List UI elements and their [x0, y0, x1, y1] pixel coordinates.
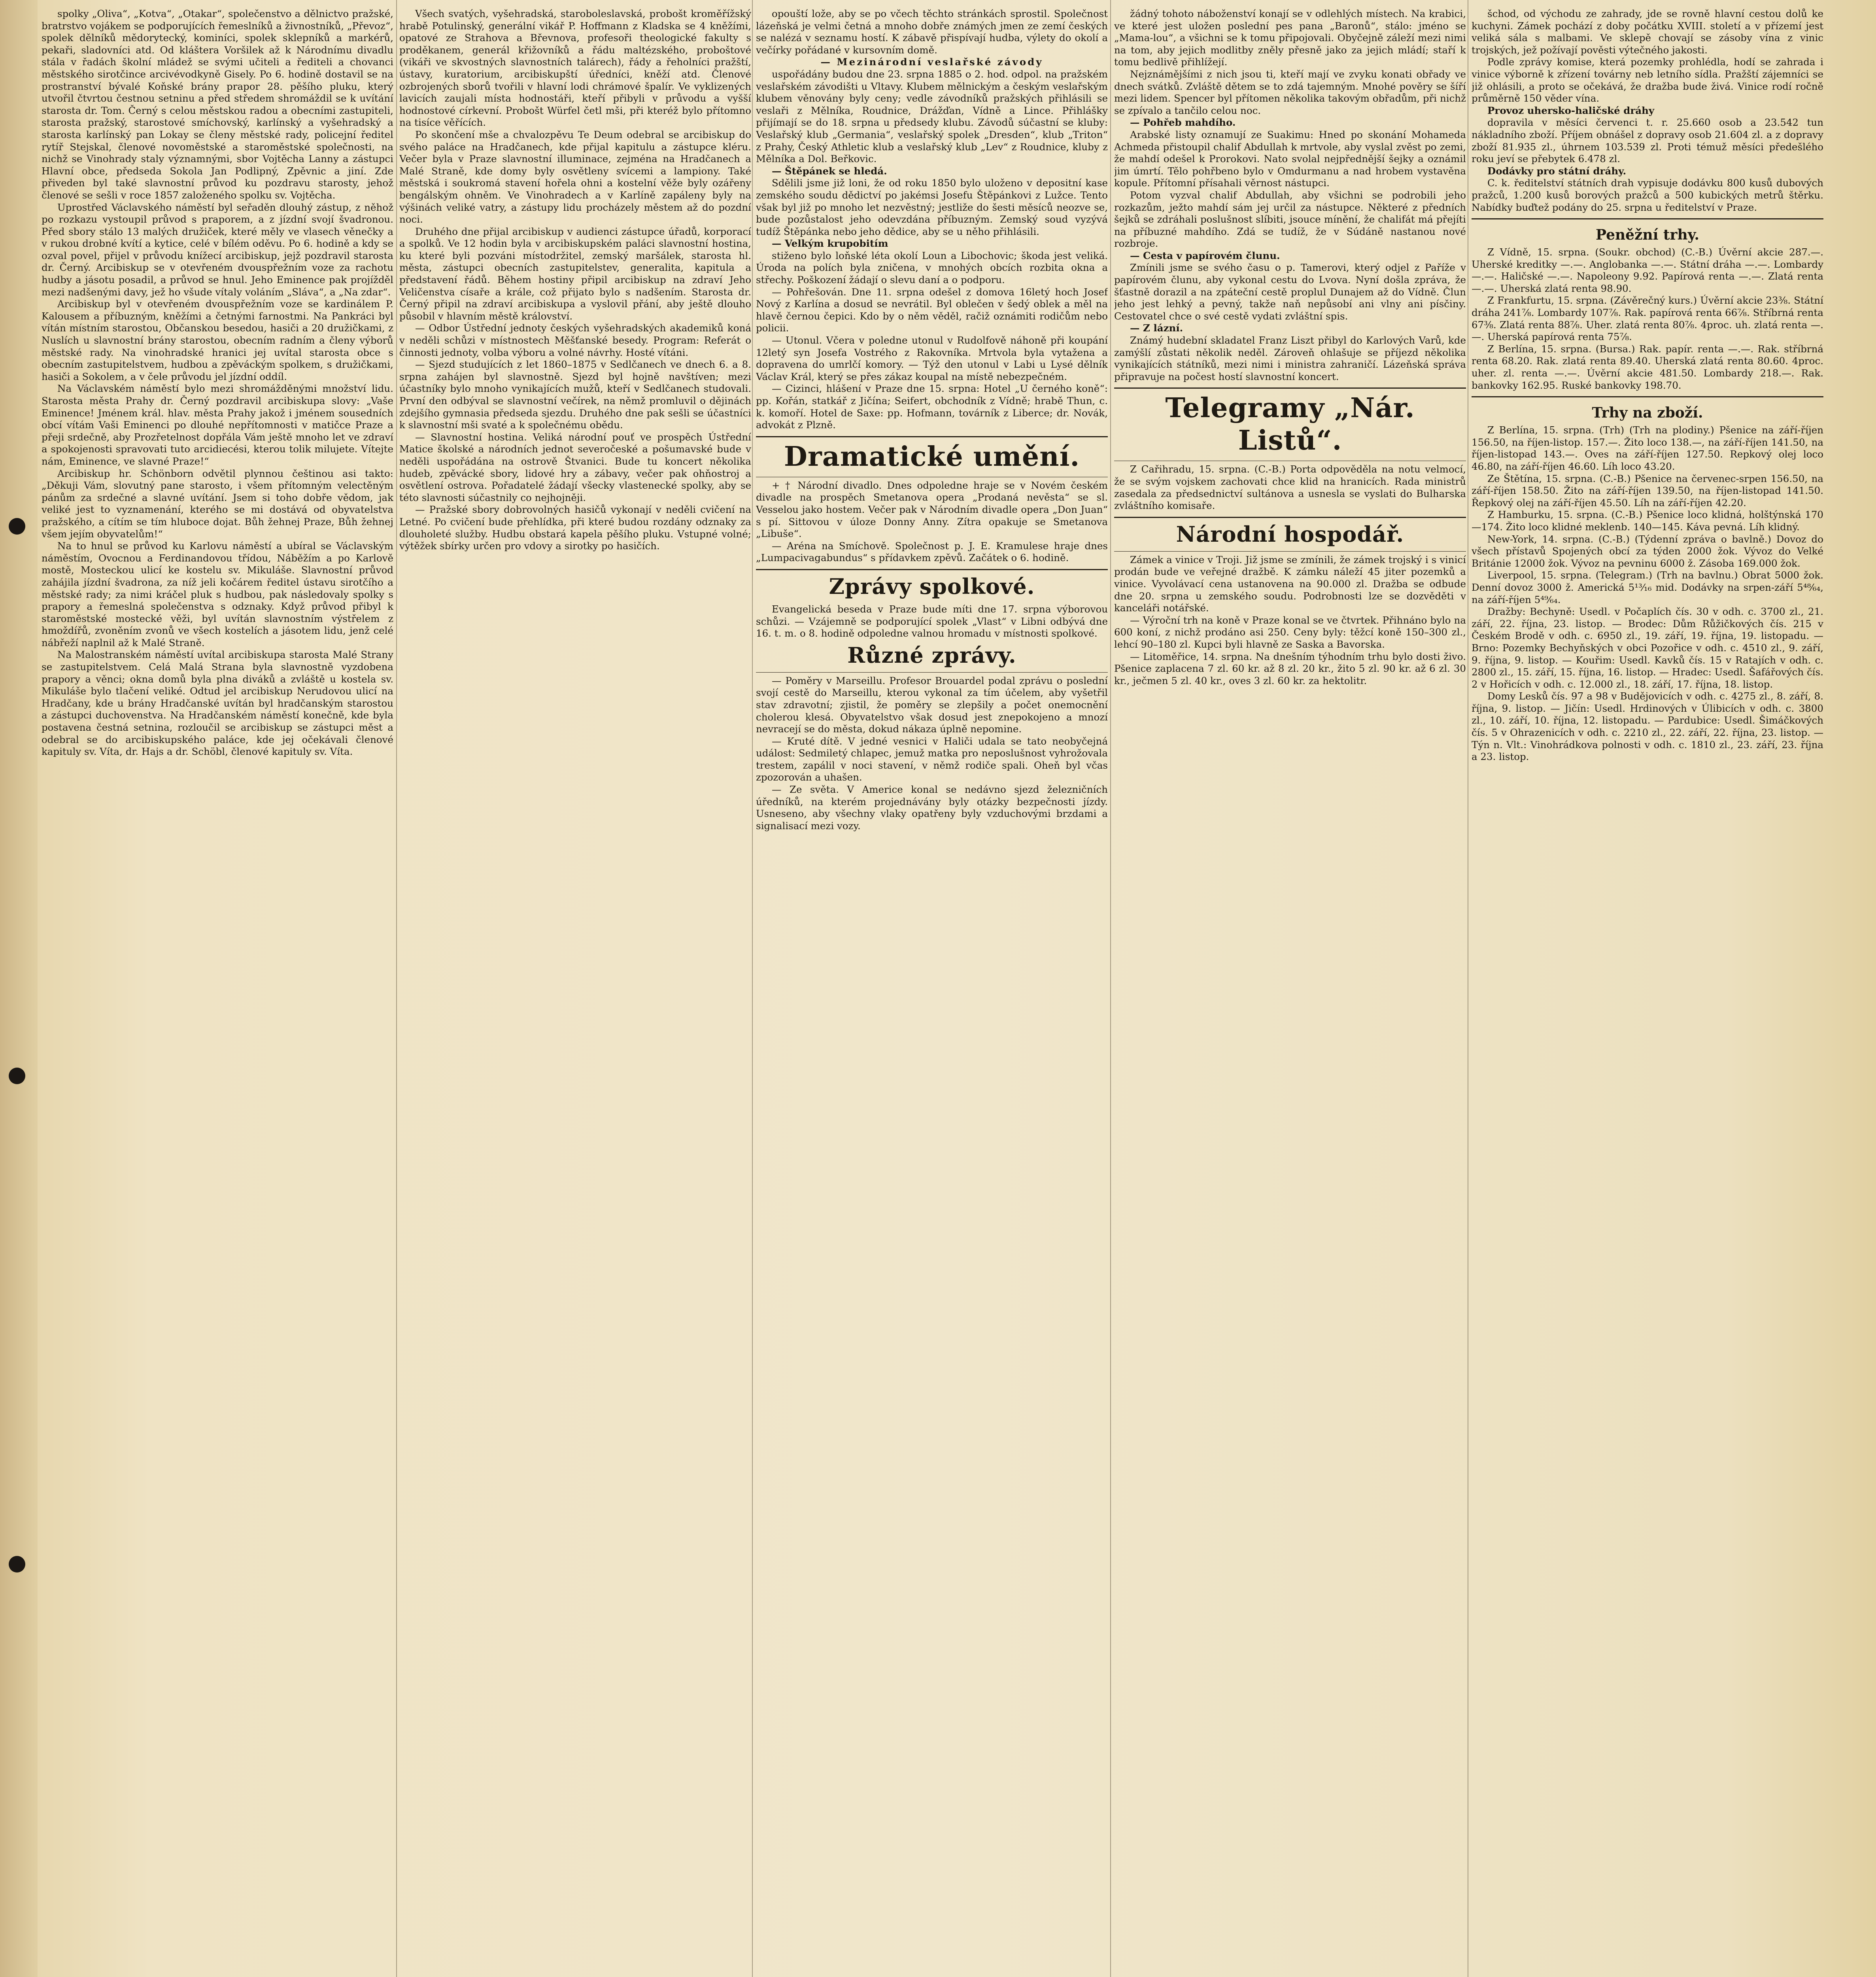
section-heading: — Z lázní.	[1130, 322, 1183, 334]
section-rule	[756, 436, 1108, 437]
article-paragraph: — Utonul. Včera v poledne utonul v Rudolfově náhoně při koupání 12letý syn Josefa Vostrého z Rakovníka. Mrtvola byla vytažena a dopravena do umrlčí komory. — Týž den utonul v Labi u Lysé dělník Václav Král, který se přes zákaz koupal na místě nebezpečném.	[756, 335, 1108, 382]
article-paragraph: spolky „Oliva“, „Kotva“, „Otakar“, společenstvo a dělnictvo pražské, bratrstvo vojákem se podporujících řemeslníků a živnostníků, „Převoz“, spolek dělníků mědorytecký, kominíci, spolek sklepníků a markérů, pekaři, sladovníci atd. Od kláštera Voršilek až k Národnímu divadlu stála v řadách školní mládež se svými učiteli a řediteli a chovanci městského sirotčince arcivévodkyně Gisely. Po 6. hodině dostavil se na prostranství bývalé Koňské brány prapor 28. pěšího pluku, který utvořil čtvrtou čestnou setninu a před středem shromáždil se k uvítání starosta dr. Tom. Černý s celou městskou radou a obecními zastupiteli, starosta pražský, starostové smíchovský, karlínský a vyšehradský a starosta karlínský pan Lokay se členy městské rady, policejní ředitel rytíř Stejskal, členové novoměstské a staroměstské společnosti, na nichž se Vinohrady staly významnými, sbor Vojtěcha Lanny a zástupci Hlavní obce, předseda Sokola Jan Podlipný, Zpěvnic a jiní. Zde přiveden byl také slavnostní průvod ku pozdravu starosty, jehož členové se sešli v roce 1857 založeného spolku sv. Vojtěcha.	[42, 8, 393, 201]
market-report: New-York, 14. srpna. (C.-B.) (Týdenní zpráva o bavlně.) Dovoz do všech přístavů Spojených obcí za týden 2000 žok. Vývoz do Velké Británie 12000 žok. Vývoz na pevninu 6000 ž. Zásoba 169.000 žok.	[1472, 533, 1823, 569]
section-rule	[1114, 517, 1466, 518]
section-rule	[756, 672, 1108, 673]
market-report: Liverpool, 15. srpna. (Telegram.) (Trh na bavlnu.) Obrat 5000 žok. Denní dovoz 3000 ž. Americká 5¹³⁄₁₆ mid. Dodávky na srpen-září 5⁴⁸⁄₆₄, na září-říjen 5⁴⁹⁄₆₄.	[1472, 569, 1823, 605]
binding-hole-icon	[9, 1068, 25, 1084]
market-report: Dražby: Bechyně: Usedl. v Počaplích čís. 30 v odh. c. 3700 zl., 21. září, 22. října, 23. listop. — Brodec: Dům Růžičkových čís. 215 v Českém Brodě v odh. c. 6950 zl., 19. září, 19. října, 19. listopadu. — Brno: Pozemky Bechyňských v obci Pozořice v odh. c. 4510 zl., 9. září, 9. října, 9. listop. — Kouřim: Usedl. Kavků čís. 15 v Ratajích v odh. c. 2800 zl., 15. září, 15. října, 16. listop. — Hradec: Usedl. Šafářových čís. 2 v Hořicích v odh. c. 12.000 zl., 18. září, 17. října, 18. listop.	[1472, 606, 1823, 690]
section-heading: — Štěpánek se hledá.	[772, 165, 887, 177]
section-heading: — Pohřeb mahdího.	[1130, 117, 1236, 129]
article-paragraph: — Litoměřice, 14. srpna. Na dnešním týhodním trhu bylo dosti živo. Pšenice zaplacena 7 zl. 60 kr. až 8 zl. 20 kr., žito 5 zl. 90 kr. až 6 zl. 30 kr., ječmen 5 zl. 40 kr., oves 3 zl. 60 kr. za hektolitr.	[1114, 650, 1466, 686]
article-paragraph: dopravila v měsíci červenci t. r. 25.660 osob a 23.542 tun nákladního zboží. Příjem obnášel z dopravy osob 21.604 zl. a z dopravy zboží 81.935 zl., úhrnem 103.539 zl. Proti témuž měsíci předešlého roku jeví se přebytek 6.478 zl.	[1472, 117, 1823, 165]
section-heading: Provoz uhersko-haličské dráhy	[1487, 104, 1655, 116]
article-paragraph: — Kruté dítě. V jedné vesnici v Haliči udala se tato neobyčejná událost: Sedmiletý chlapec, jemuž matka pro neposlušnost vyhrožovala trestem, zapálil v noci stavení, v němž rodiče spali. Oheň byl včas zpozorován a uhašen.	[756, 735, 1108, 783]
article-paragraph: — Výroční trh na koně v Praze konal se ve čtvrtek. Přihnáno bylo na 600 koní, z nichž prodáno asi 250. Ceny byly: těžcí koně 150–300 zl., lehcí 90–180 zl. Kupci byli hlavně ze Saska a Bavorska.	[1114, 614, 1466, 650]
market-report: Z Frankfurtu, 15. srpna. (Závěrečný kurs.) Úvěrní akcie 23⅜. Státní dráha 241⅞. Lombardy 107⅞. Rak. papírová renta 66⅞. Stříbrná renta 67⅜. Zlatá renta 88⅞. Uher. zlatá renta 80⅞. 4proc. uh. zlatá renta —.—. Uherská papírová renta 75⅞.	[1472, 295, 1823, 343]
article-paragraph: Známý hudební skladatel Franz Liszt přibyl do Karlových Varů, kde zamýšlí zůstati několik neděl. Zároveň ohlašuje se příjezd několika vynikajících státníků, mezi nimi i ministra zahraničí. Lázeňská správa připravuje na počest hostí slavnostní koncert.	[1114, 335, 1466, 382]
article-paragraph: Zmínili jsme se svého času o p. Tamerovi, který odjel z Paříže v papírovém člunu, aby vykonal cestu do Lvova. Nyní došla zpráva, že šťastně dorazil a na zpáteční cestě proplul Dunajem až do Vídně. Člun jeho jest lehký a pevný, takže naň nepůsobí ani vlny ani písčiny. Cestovatel chce o své cestě vydati zvláštní spis.	[1114, 262, 1466, 322]
article-paragraph: Arabské listy oznamují ze Suakimu: Hned po skonání Mohameda Achmeda přistoupil chalif Abdullah k mrtvole, aby vyslal zvěst po zemi, že mahdí odešel k Prorokovi. Nato svolal nejpřednější šejky a oznámil jim úmrtí. Tělo pohřbeno bylo v Omdurmanu a nad hrobem vystavěna kopule. Přítomní přísahali věrnost nástupci.	[1114, 129, 1466, 189]
column-divider	[396, 0, 397, 1977]
article-paragraph: — Odbor Ústřední jednoty českých vyšehradských akademiků koná v neděli schůzi v místnostech Měšťanské besedy. Program: Referát o činnosti jednoty, volba výboru a volné návrhy. Hosté vítáni.	[399, 322, 751, 358]
column-4	[1114, 8, 1466, 1977]
article-paragraph: Druhého dne přijal arcibiskup v audienci zástupce úřadů, korporací a spolků. Ve 12 hodin byla v arcibiskupském paláci slavnostní hostina, ku které byli pozváni místodržitel, zemský maršálek, starosta hl. města, zástupci obecních zastupitelstev, generalita, kapitula a představení řádů. Během hostiny připil arcibiskup na zdraví Jeho Veličenstva císaře a krále, což přijato bylo s nadšením. Starosta dr. Černý připil na zdraví arcibiskupa a vyslovil přání, aby ještě dlouho působil v hlavním městě království.	[399, 225, 751, 322]
article-paragraph: Sdělili jsme již loni, že od roku 1850 bylo uloženo v depositní kase zemského soudu dědictví po jakémsi Josefu Štěpánkovi z Lužce. Tento však byl již po mnoho let nezvěstný; jestliže do šesti měsíců neozve se, bude pozůstalost jeho odevzdána příbuzným. Zemský soud vyzývá tudíž Štěpánka nebo jeho dědice, aby se u něho přihlásili.	[756, 177, 1108, 237]
binding-hole-icon	[9, 518, 25, 535]
article-paragraph: Uprostřed Václavského náměstí byl seřaděn dlouhý zástup, z něhož po rozkazu vystoupil průvod s praporem, a z jízdní svojí švadronou. Před sbory stálo 13 malých družiček, které měly ve vlasech věnečky a v rukou drobné kvítí a kytice, celé v bílém oděvu. Po 6. hodině a kdy se ozval povel, přijel v průvodu knížecí arcibiskup, jejž pozdravil starosta dr. Černý. Arcibiskup se v otevřeném dvouspřežním voze za rachotu hudby a jásotu posadil, a průvod se hnul. Jeho Eminence pak projížděl mezi nadšenými davy, jež ho všude vítaly voláním „Sláva“, a „Na zdar“.	[42, 201, 393, 298]
column-5	[1472, 8, 1823, 1977]
article-paragraph: + † Národní divadlo. Dnes odpoledne hraje se v Novém českém divadle na prospěch Smetanova opera „Prodaná nevěsta“ se sl. Vesselou jako hostem. Večer pak v Národním divadle opera „Don Juan“ s pí. Sittovou v úloze Donny Anny. Zítra opakuje se Smetanova „Libuše“.	[756, 479, 1108, 540]
article-paragraph: Na Václavském náměstí bylo mezi shromážděnými množství lidu. Starosta města Prahy dr. Černý pozdravil arcibiskupa slovy: „Vaše Eminence! Jménem král. hlav. města Prahy jakož i jménem sousedních obcí vítám Vaši Eminenci po dlouhé nepřítomnosti v matičce Praze a přeji srdečně, aby Prozřetelnost dopřála Vám ještě mnoho let ve zdraví a spokojenosti spravovati tuto arcidiecési, kterou tolik milujete. Vítejte nám, Eminence, ve slavné Praze!“	[42, 383, 393, 467]
article-paragraph: šchod, od východu ze zahrady, jde se rovně hlavní cestou dolů ke kuchyni. Zámek pochází z doby počátku XVIII. století a v přízemí jest veliká sála s malbami. Ve sklepě chovají se zásoby vína z vinic trojských, jež požívají pověsti výtečného jakosti.	[1472, 8, 1823, 56]
article-paragraph: uspořádány budou dne 23. srpna 1885 o 2. hod. odpol. na pražském veslařském závodišti u Vltavy. Klubem mělnickým a českým veslařským klubem věnovány byly ceny; vedle závodníků pražských přihlásili se veslaři z Mělníka, Roudnice, Drážďan, Vídně a Lince. Přihlášky přijímají se do 18. srpna u předsedy klubu. Závodů súčastní se kluby: Veslařský klub „Germania“, veslařský spolek „Dresden“, klub „Triton“ z Prahy, Český Athletic klub a veslařský klub „Lev“ z Roudnice, kluby z Mělníka a Dol. Beřkovic.	[756, 68, 1108, 165]
section-heading: — Cesta v papírovém člunu.	[1130, 249, 1280, 261]
article-paragraph: Z Cařihradu, 15. srpna. (C.-B.) Porta odpověděla na notu velmocí, že se svým vojskem zachovati chce klid na hranicích. Rada ministrů zasedala za předsednictví sultánova a usnesla se vyslati do Bulharska zvláštního komisaře.	[1114, 463, 1466, 512]
market-report: Z Hamburku, 15. srpna. (C.-B.) Pšenice loco klidná, holštýnská 170—174. Žito loco klidné meklenb. 140—145. Káva pevná. Líh klidný.	[1472, 509, 1823, 533]
article-paragraph: — Slavnostní hostina. Veliká národní pouť ve prospěch Ústřední Matice školské a národních jednot severočeské a pošumavské bude v neděli uspořádána na ostrově Štvanici. Bude tu koncert několika hudeb, zpěvácké sbory, lidové hry a zábavy, večer pak ohňostroj a osvětlení ostrova. Pořadatelé žádají všecky vlastenecké spolky, aby se této slavnosti súčastnily co nejhojněji.	[399, 431, 751, 503]
article-paragraph: Evangelická beseda v Praze bude míti dne 17. srpna výborovou schůzi. — Vzájemně se podporující spolek „Vlast“ v Libni odbývá dne 16. t. m. o 8. hodině odpoledne valnou hromadu v místnosti spolkové.	[756, 603, 1108, 639]
market-report: Z Berlína, 15. srpna. (Trh) (Trh na plodiny.) Pšenice na září-říjen 156.50, na říjen-listop. 157.—. Žito loco 138.—, na září-říjen 141.50, na říjen-listopad 143.—. Oves na září-říjen 127.50. Repkový olej loco 46.80, na září-říjen 46.60. Líh loco 43.20.	[1472, 424, 1823, 472]
article-paragraph: — Aréna na Smíchově. Společnost p. J. E. Kramulese hraje dnes „Lumpacivagabundus“ s přídavkem zpěvů. Začátek o 6. hodině.	[756, 540, 1108, 564]
article-paragraph: — Pohřešován. Dne 11. srpna odešel z domova 16letý hoch Josef Nový z Karlína a dosud se nevrátil. Byl oblečen v šedý oblek a měl na hlavě černou čepici. Kdo by o něm věděl, račiž oznámiti rodičům nebo policii.	[756, 286, 1108, 334]
article-paragraph: Na to hnul se průvod ku Karlovu náměstí a ubíral se Václavským náměstím, Ovocnou a Ferdinandovou třídou, Náběžím a po Karlově mostě, Mosteckou ulicí ke kostelu sv. Mikuláše. Slavnostní průvod zahájila jízdní švadrona, za níž jeli kočárem ředitel ústavu sirotčího a městské rady; za nimi kráčel pluk s hudbou, pak následovaly spolky s prapory a řemeslná společenstva s odznaky. Když průvod přibyl k staroměstské mostecké věži, byl uvítán slavnostním výstřelem z hmoždířů, zvoněním zvonů ve všech kostelích a jásotem lidu, jenž celé nábřeží naplnil až k Malé Straně.	[42, 540, 393, 648]
article-paragraph: — Ze světa. V Americe konal se nedávno sjezd železničních úředníků, na kterém projednávány byly otázky bezpečnosti jízdy. Usneseno, aby všechny vlaky opatřeny byly vzduchovými brzdami a signalisací mezi vozy.	[756, 784, 1108, 832]
section-heading-goods-markets: Trhy na zboží.	[1592, 404, 1703, 421]
section-rule	[1114, 387, 1466, 389]
article-paragraph: Arcibiskup hr. Schönborn odvětil plynnou češtinou asi takto: „Děkuji Vám, slovutný pane starosto, i všem přítomným velectěným pánům za srdečné a slavné uvítání. Jsem si toho dobře vědom, jak veliké jest to vyznamenání, kterého se mi dostává od obyvatelstva pražského, a cítím se tím hluboce dojat. Bůh žehnej Praze, Bůh žehnej všem jejím obyvatelům!“	[42, 467, 393, 540]
section-rule	[1114, 551, 1466, 552]
article-paragraph: Po skončení mše a chvalozpěvu Te Deum odebral se arcibiskup do svého paláce na Hradčanech, kde přijal kapitulu a zástupce kléru. Večer byla v Praze slavnostní illuminace, zejména na Hradčanech a Malé Straně, kde domy byly osvětleny svícemi a lampiony. Také městská i soukromá stavení hořela ohni a kostelní věže byly ozářeny bengálským ohněm. Ve Vinohradech a v Karlíně zapáleny byly na výšinách veliké vatry, a zástupy lidu procházely městem až do pozdní noci.	[399, 129, 751, 225]
section-rule	[1472, 396, 1823, 397]
section-heading-economy: Národní hospodář.	[1176, 521, 1404, 547]
market-report: Z Berlína, 15. srpna. (Bursa.) Rak. papír. renta —.—. Rak. stříbrná renta 68.20. Rak. zlatá renta 89.40. Uherská zlatá renta 80.60. 4proc. uher. zl. renta —.—. Úvěrní akcie 481.50. Lombardy 218.—. Rak. bankovky 162.95. Ruské bankovky 198.70.	[1472, 343, 1823, 391]
article-paragraph: žádný tohoto náboženství konají se v odlehlých místech. Na krabici, ve které jest uložen poslední pes pana „Baronů“, stálo: jméno se „Mama-lou“, a všichni se k tomu připojovali. Obyčejně záleží mezi nimi na tom, aby jejich modlitby zněly přesně jako za jejich mládí; staří k tomu bedlivě přihlížejí.	[1114, 8, 1466, 68]
article-paragraph: — Poměry v Marseillu. Profesor Brouardel podal zprávu o poslední svojí cestě do Marseillu, kterou vykonal za tím účelem, aby vyšetřil stav zdravotní; zjistil, že poměry se zlepšily a počet onemocnění cholerou klesá. Obyvatelstvo však dosud jest znepokojeno a mnozí nevracejí se do města, dokud nákaza úplně nepomine.	[756, 675, 1108, 735]
column-2	[399, 8, 751, 1977]
column-divider	[752, 0, 753, 1977]
article-paragraph: Všech svatých, vyšehradská, staroboleslavská, probošt kroměřížský hrabě Potulinský, generální vikář P. Hoffmann z Kladska se 4 kněžími, opatové ze Strahova a Břevnova, profesoři theologické fakulty s proděkanem, generál křižovníků a řádu maltézského, proboštové (vikáři ve skvostných slavnostních talárech), řády a řeholníci pražští, ústavy, kuratorium, arcibiskupští úředníci, kněží atd. Členové ozbrojených sborů tvořili v hlavní lodi chrámové špalír. Ve vyklizených lavicích zaujali místa hodnostáři, kteří přibyli v průvodu a vyšší hodnostové církevní. Probošt Würfel četl mši, při kteréž bylo přítomno na tisíce věřících.	[399, 8, 751, 129]
market-report: Z Vídně, 15. srpna. (Soukr. obchod) (C.-B.) Úvěrní akcie 287.—. Uherské kreditky —.—. Anglobanka —.—. Státní dráha —.—. Lombardy —.—. Haličské —.—. Napoleony 9.92. Papírová renta —.—. Zlatá renta —.—. Uherská zlatá renta 98.90.	[1472, 246, 1823, 294]
article-paragraph: Potom vyzval chalif Abdullah, aby všichni se podrobili jeho rozkazům, ježto mahdí sám jej určil za nástupce. Některé z předních šejků se zdráhali poslušnost slíbiti, jsouce mínění, že chalifát má přejíti na příbuzné mahdího. Zdá se tudíž, že v Súdáně nastanou nové rozbroje.	[1114, 189, 1466, 249]
section-heading-money-markets: Peněžní trhy.	[1595, 227, 1699, 244]
article-paragraph: stiženo bylo loňské léta okolí Loun a Libochovic; škoda jest veliká. Úroda na polích byla zničena, v mnohých obcích rozbita okna a střechy. Poškození žádají o slevu daní a o podporu.	[756, 249, 1108, 286]
article-paragraph: C. k. ředitelství státních drah vypisuje dodávku 800 kusů dubových pražců, 1.200 kusů borových pražců a 500 kubických metrů štěrku. Nabídky buďtež podány do 25. srpna u ředitelství v Praze.	[1472, 177, 1823, 213]
article-paragraph: Podle zprávy komise, která pozemky prohlédla, hodí se zahrada i vinice výborně k zřízení továrny neb letního sídla. Pražští zájemníci se již ohlásili, a proto se očekává, že dražba bude živá. Vinice rodí ročně průměrně 150 věder vína.	[1472, 56, 1823, 104]
article-paragraph: — Sjezd studujících z let 1860–1875 v Sedlčanech ve dnech 6. a 8. srpna zahájen byl slavnostně. Sjezd byl hojně navštíven; mezi účastníky bylo mnoho vynikajících mužů, kteří v Sedlčanech studovali. První den odbýval se slavnostní večírek, na němž promluvil o dějinách zdejšího gymnasia předseda sjezdu. Druhého dne pak sešli se účastníci k slavnostní mši svaté a k společnému obědu.	[399, 359, 751, 431]
section-heading-telegrams: Telegramy „Nár. Listů“.	[1165, 392, 1415, 457]
binding-hole-icon	[9, 1556, 25, 1573]
market-report: Domy Lesků čís. 97 a 98 v Budějovicích v odh. c. 4275 zl., 8. září, 8. října, 9. listop. — Jičín: Usedl. Hrdinových v Úlibicích v odh. c. 3800 zl., 10. září, 10. října, 12. listopadu. — Pardubice: Usedl. Šimáčkových čís. 5 v Ohrazenicích v odh. c. 2210 zl., 22. září, 22. října, 23. listop. — Týn n. Vlt.: Vinohrádkova polnosti v odh. c. 1810 zl., 23. září, 23. října a 23. listop.	[1472, 690, 1823, 763]
market-report: Ze Štětína, 15. srpna. (C.-B.) Pšenice na červenec-srpen 156.50, na září-říjen 158.50. Žito na září-říjen 139.50, na říjen-listopad 141.50. Řepkový olej na září-říjen 45.50. Líh na září-říjen 42.20.	[1472, 473, 1823, 508]
section-rule	[1472, 218, 1823, 219]
section-heading-clubs: Zprávy spolkové.	[829, 573, 1035, 599]
article-paragraph: Arcibiskup byl v otevřeném dvouspřežním voze se kardinálem P. Kalousem a příbuzným, kněžími a četnými farnostmi. Na Pankráci byl vítán místním starostou, Občanskou besedou, hasiči a 20 družičkami, z Nuslích u slavnostní brány starostou, obecním radním a členy výborů městské rady. Na vinohradské hranici jej uvítal starosta obce s obecním zastupitelstvem, hudbou a zpěváckým spolkem, s družičkami, hasiči a Sokolem, a v čele průvodu jel jízdní oddíl.	[42, 298, 393, 382]
article-paragraph: Nejznámějšími z nich jsou ti, kteří mají ve zvyku konati obřady ve dnech svátků. Zvláště dětem se to zdá tajemným. Mnohé pověry se šíří mezi lidem. Spencer byl přítomen několika takovým obřadům, při nichž se zpívalo a tančilo celou noc.	[1114, 68, 1466, 116]
column-1	[42, 8, 393, 1977]
section-heading-drama: Dramatické umění.	[784, 440, 1080, 473]
section-heading: — Velkým krupobitím	[772, 238, 888, 249]
section-heading: — Mezinárodní veslařské závody	[820, 56, 1043, 68]
section-rule	[756, 569, 1108, 570]
column-3	[756, 8, 1108, 1977]
section-heading-misc: Různé zprávy.	[847, 642, 1016, 668]
section-heading: Dodávky pro státní dráhy.	[1487, 165, 1627, 177]
article-paragraph: Zámek a vinice v Troji. Již jsme se zmínili, že zámek trojský i s vinicí prodán bude ve veřejné dražbě. K zámku náleží 45 jiter pozemků a vinice. Vyvolávací cena ustanovena na 90.000 zl. Dražba se odbude dne 20. srpna u zemského soudu. Podrobnosti lze se dozvěděti v kanceláři notářské.	[1114, 554, 1466, 614]
article-paragraph: — Cizinci, hlášení v Praze dne 15. srpna: Hotel „U černého koně“: pp. Kořán, statkář z Jičína; Seifert, obchodník z Vídně; hrabě Thun, c. k. komoří. Hotel de Saxe: pp. Hofmann, továrník z Liberce; dr. Novák, advokát z Plzně.	[756, 383, 1108, 431]
column-divider	[1110, 0, 1111, 1977]
article-paragraph: — Pražské sbory dobrovolných hasičů vykonají v neděli cvičení na Letné. Po cvičení bude přehlídka, při které budou rozdány odznaky za dlouholeté služby. Hudbu obstará kapela pěšího pluku. Vstupné volné; výtěžek sbírky určen pro vdovy a sirotky po hasičích.	[399, 504, 751, 552]
scanned-page-margin	[0, 0, 38, 1977]
article-paragraph: opouští lože, aby se po včech těchto stránkách sprostil. Společnost lázeňská je velmi četná a mnoho dobře známých jmen ze zemí českých se nalézá v seznamu hostí. K zábavě přispívají hudba, výlety do okolí a večírky pořádané v kursovním domě.	[756, 8, 1108, 56]
article-paragraph: Na Malostranském náměstí uvítal arcibiskupa starosta Malé Strany se zastupitelstvem. Celá Malá Strana byla slavnostně vyzdobena prapory a věnci; okna domů byla plna diváků a zvláště u kostela sv. Mikuláše bylo tlačení veliké. Odtud jel arcibiskup Nerudovou ulicí na Hradčany, kde u brány Hradčanské uvítán byl hradčanským starostou a zástupci duchovenstva. Na Hradčanském náměstí konečně, kde byla postavena čestná setnina, rozloučil se arcibiskup se zástupci měst a odebral se do arcibiskupského paláce, kde jej očekávali členové kapituly sv. Víta, dr. Hajs a dr. Schöbl, členové kapituly sv. Víta.	[42, 649, 393, 758]
